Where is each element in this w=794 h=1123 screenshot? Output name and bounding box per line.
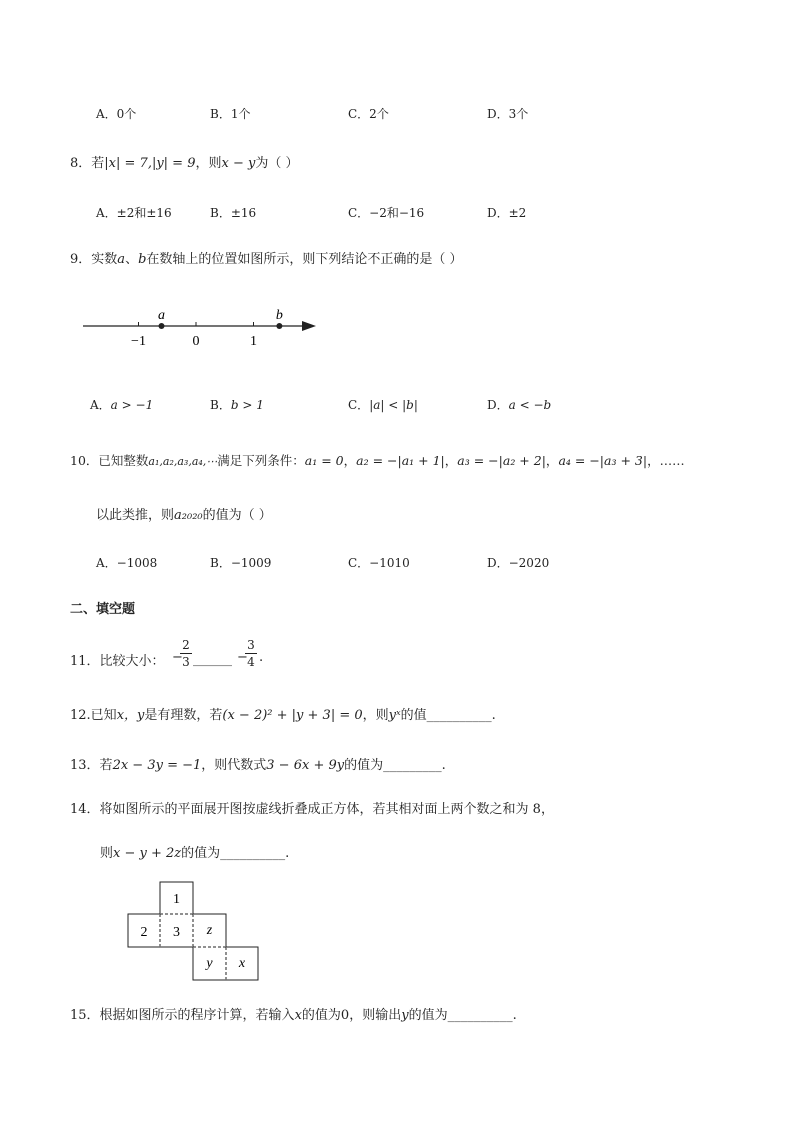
q8-option-b: B．±16 <box>210 206 257 220</box>
q10-sequence: a₁,a₂,a₃,a₄,⋯ <box>148 455 218 468</box>
q14-line2-math: x − y + 2z <box>113 846 182 861</box>
cube-net-figure <box>126 880 261 982</box>
q8-middle: ，则 <box>195 156 222 171</box>
q14-line2-prefix: 则 <box>100 846 114 861</box>
q10-text-1: 已知整数 <box>98 453 149 468</box>
q13-prefix: 若 <box>99 758 113 773</box>
q11-blank: ______ <box>193 652 232 667</box>
q11-fraction-2-bar <box>245 653 257 654</box>
question-14 <box>70 798 554 817</box>
q9-option-c-label: C． <box>348 398 370 412</box>
q9-option-c <box>348 396 418 413</box>
q15-var-y: y <box>401 1008 409 1023</box>
point-a <box>159 323 165 329</box>
q12-blank: __________ <box>426 708 492 723</box>
q13-middle: ，则代数式 <box>201 758 267 773</box>
tick-label-0: 0 <box>192 334 200 349</box>
number-line-arrow <box>302 321 316 331</box>
q9-option-d <box>487 396 551 413</box>
q9-sep: 、 <box>125 252 139 267</box>
q14-line2-suffix: 的值为 <box>181 846 221 861</box>
q14-end: . <box>285 846 290 861</box>
q12-math: (x − 2)² + |y + 3| = 0 <box>222 708 363 723</box>
q9-text-2: 在数轴上的位置如图所示，则下列结论不正确的是（ ） <box>146 252 463 267</box>
question-10-line-2 <box>96 504 272 523</box>
q10-comma-1: ， <box>343 453 357 468</box>
net-cell-3: 3 <box>173 925 180 940</box>
q8-number: 8． <box>70 156 92 171</box>
question-15 <box>70 1004 517 1023</box>
q9-var-b: b <box>138 252 147 267</box>
q13-math-2: 3 − 6x + 9y <box>266 758 345 773</box>
q15-number: 15． <box>70 1008 100 1023</box>
q8-option-a: A．±2和±16 <box>96 206 172 220</box>
tick-label-1: 1 <box>250 334 257 349</box>
point-b-label: b <box>275 308 283 323</box>
question-12 <box>70 704 496 723</box>
q15-value: 0 <box>340 1008 350 1023</box>
q8-suffix: 为（ ） <box>255 156 299 171</box>
q11-minus-2: − <box>237 650 248 665</box>
q11-fraction-1-bar <box>180 653 192 654</box>
q10-condition-2: a₂ = −|a₁ + 1| <box>356 453 445 468</box>
q11-number: 11． <box>70 654 100 669</box>
q10-condition-3: a₃ = −|a₂ + 2| <box>457 453 546 468</box>
net-cell-y: y <box>206 956 213 971</box>
q10-option-c: C．−1010 <box>348 556 410 570</box>
q15-text-1: 根据如图所示的程序计算，若输入 <box>99 1008 295 1023</box>
q15-text-2: 的值为 <box>301 1008 341 1023</box>
q11-label: 比较大小： <box>99 654 165 669</box>
q10-comma-3: ， <box>545 453 559 468</box>
net-cell-x: x <box>238 956 246 971</box>
q15-blank: __________ <box>447 1008 513 1023</box>
q14-blank: __________ <box>220 846 286 861</box>
q12-math-2: yˣ <box>388 708 401 723</box>
q11-fraction-2-denominator: 4 <box>247 655 255 669</box>
q8-option-d: D．±2 <box>487 206 527 220</box>
q8-option-c: C．−2和−16 <box>348 206 425 220</box>
q8-condition: |x| = 7,|y| = 9 <box>104 156 196 171</box>
q10-line2-text-2: 的值为（ ） <box>202 508 272 523</box>
q12-text-3: ，则 <box>362 708 389 723</box>
question-8 <box>70 152 298 171</box>
q10-comma-4: ， <box>647 453 660 468</box>
q10-ellipsis: …… <box>659 453 685 468</box>
q14-text: 将如图所示的平面展开图按虚线折叠成正方体，若其相对面上两个数之和为 8， <box>99 802 554 817</box>
q7-option-c: C．2个 <box>348 107 389 121</box>
q11-minus-1: − <box>172 650 183 665</box>
q9-option-a <box>90 396 153 413</box>
q9-var-a: a <box>117 252 126 267</box>
net-cell-2: 2 <box>140 925 148 940</box>
q9-option-b-math: b > 1 <box>230 398 264 412</box>
q12-end: . <box>491 708 496 723</box>
q11-fraction-1-denominator: 3 <box>182 655 190 669</box>
q10-text-2: 满足下列条件： <box>217 453 305 468</box>
q15-var-x: x <box>294 1008 302 1023</box>
q10-number: 10． <box>70 453 99 468</box>
q11-fraction-1-numerator: 2 <box>182 638 190 652</box>
q10-option-d: D．−2020 <box>487 556 550 570</box>
question-14-line-2 <box>100 842 289 861</box>
q13-suffix: 的值为 <box>344 758 384 773</box>
q11-text <box>70 650 165 669</box>
question-9 <box>70 248 463 267</box>
q7-option-a: A．0个 <box>96 107 137 121</box>
q10-condition-1: a₁ = 0 <box>304 453 344 468</box>
q12-text-2: 是有理数，若 <box>144 708 223 723</box>
q9-option-d-label: D． <box>487 398 509 412</box>
section-2-title: 二、填空题 <box>70 602 136 617</box>
point-b <box>276 323 282 329</box>
q12-text-1: 12.已知 <box>70 708 117 723</box>
q9-option-a-math: a > −1 <box>110 398 154 412</box>
q15-end: . <box>512 1008 517 1023</box>
q8-expression: x − y <box>221 156 256 171</box>
q9-text-1: 实数 <box>91 252 118 267</box>
q9-option-a-label: A． <box>90 398 111 412</box>
q12-text-4: 的值 <box>400 708 427 723</box>
q14-number: 14． <box>70 802 100 817</box>
q11-fraction-2-numerator: 3 <box>247 638 255 652</box>
q9-option-d-math: a < −b <box>508 398 552 412</box>
q7-option-b: B．1个 <box>210 107 251 121</box>
q12-vars: x，y <box>116 708 145 723</box>
net-cell-z: z <box>206 923 213 938</box>
q10-line2-math: a₂₀₂₀ <box>174 508 203 523</box>
q10-line2-text-1: 以此类推，则 <box>96 508 175 523</box>
q9-number: 9． <box>70 252 92 267</box>
question-13 <box>70 754 446 773</box>
tick-label-neg1: −1 <box>131 334 146 349</box>
q11-end: . <box>259 650 264 665</box>
q9-option-c-math: |a| < |b| <box>369 398 418 412</box>
question-10 <box>70 451 685 469</box>
number-line-figure <box>80 300 325 355</box>
q9-option-b-label: B． <box>210 398 231 412</box>
q11-fraction-2 <box>245 638 257 669</box>
q10-option-b: B．−1009 <box>210 556 272 570</box>
net-cell-1: 1 <box>173 892 180 907</box>
q10-option-a: A．−1008 <box>96 556 158 570</box>
q10-condition-4: a₄ = −|a₃ + 3| <box>558 453 648 468</box>
q9-option-b <box>210 396 264 413</box>
q15-text-3: ，则输出 <box>349 1008 402 1023</box>
q13-number: 13． <box>70 758 100 773</box>
point-a-label: a <box>158 308 165 323</box>
q13-math-1: 2x − 3y = −1 <box>112 758 202 773</box>
q15-text-4: 的值为 <box>408 1008 448 1023</box>
q11-fraction-1 <box>180 638 192 669</box>
q8-prefix: 若 <box>91 156 105 171</box>
q10-comma-2: ， <box>444 453 458 468</box>
q13-blank: _________ <box>383 758 442 773</box>
q13-end: . <box>441 758 446 773</box>
q7-option-d: D．3个 <box>487 107 529 121</box>
